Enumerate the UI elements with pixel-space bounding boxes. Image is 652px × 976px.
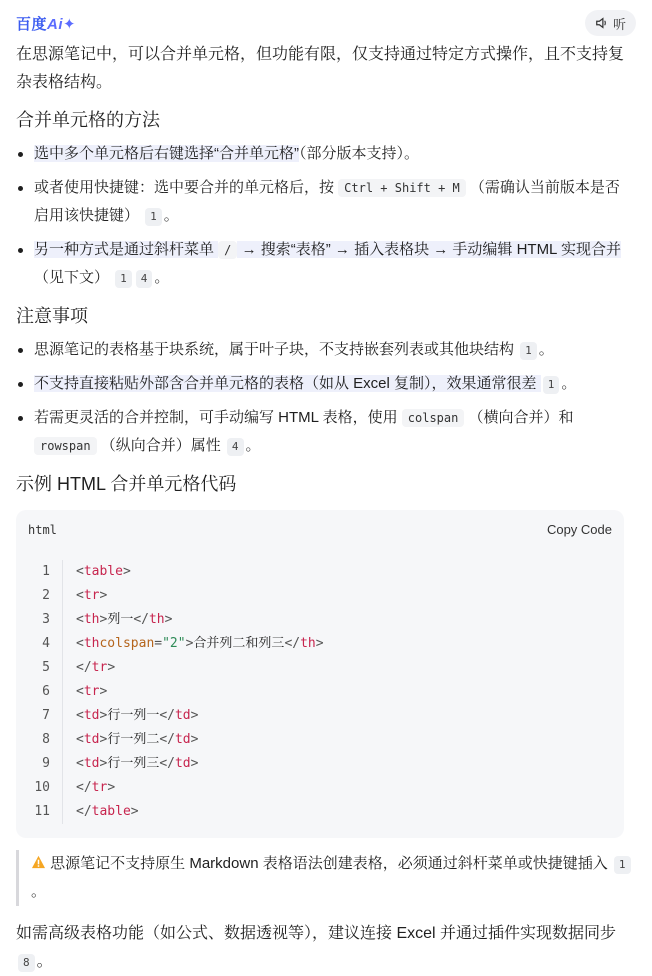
code-line: 7 < td > 行一列一 </ td > bbox=[16, 704, 624, 728]
listen-button[interactable]: 听 bbox=[585, 10, 636, 36]
top-bar bbox=[16, 0, 628, 44]
code-block bbox=[16, 510, 624, 838]
citation-badge[interactable]: 8 bbox=[18, 954, 35, 972]
code-line: 9 < td > 行一列三 </ td > bbox=[16, 752, 624, 776]
code-line: 10 </ tr > bbox=[16, 776, 624, 800]
code-line: 1 < table > bbox=[16, 560, 624, 584]
speaker-icon bbox=[595, 16, 609, 30]
warning-callout: 思源笔记不支持原生 Markdown 表格语法创建表格，必须通过斜杆菜单或快捷键插入 1。 bbox=[16, 850, 636, 906]
warning-icon bbox=[31, 855, 46, 869]
citation-badge[interactable]: 1 bbox=[614, 856, 631, 874]
outro-paragraph: 如需高级表格功能（如公式、数据透视等），建议连接 Excel 并通过插件实现数据同步 8 。 bbox=[16, 925, 617, 970]
notes-list bbox=[16, 336, 628, 466]
intro-paragraph: 在思源笔记中，可以合并单元格，但功能有限，仅支持通过特定方式操作，且不支持复杂表格结构。 bbox=[16, 46, 625, 91]
code-language: html bbox=[28, 523, 57, 537]
colspan-code: colspan bbox=[402, 409, 465, 427]
code-line: 4 < th colspan = "2" > 合并列二和列三 </ th > bbox=[16, 632, 624, 656]
citation-badge[interactable]: 4 bbox=[136, 270, 153, 288]
list-item: 另一种方式是通过斜杆菜单 / → 搜索“表格” → 插入表格块 → 手动编辑 HTML 实现合并（见下文） 1 4 。 bbox=[16, 236, 628, 292]
methods-heading: 合并单元格的方法 bbox=[16, 110, 160, 130]
code-line: 2 < tr > bbox=[16, 584, 624, 608]
baidu-ai-logo: 百度Ai✦ bbox=[16, 16, 77, 33]
methods-list bbox=[16, 140, 628, 298]
citation-badge[interactable]: 1 bbox=[543, 376, 560, 394]
citation-badge[interactable]: 1 bbox=[145, 208, 162, 226]
code-line: 8 < td > 行一列二 </ td > bbox=[16, 728, 624, 752]
citation-badge[interactable]: 4 bbox=[227, 438, 244, 456]
code-line: 6 < tr > bbox=[16, 680, 624, 704]
list-item: 思源笔记的表格基于块系统，属于叶子块，不支持嵌套列表或其他块结构 1 。 bbox=[16, 336, 628, 364]
citation-badge[interactable]: 1 bbox=[115, 270, 132, 288]
example-heading: 示例 HTML 合并单元格代码 bbox=[16, 474, 237, 494]
citation-badge[interactable]: 1 bbox=[520, 342, 537, 360]
code-header bbox=[16, 510, 624, 550]
list-item: 若需更灵活的合并控制，可手动编写 HTML 表格，使用 colspan （横向合并）和 rowspan （纵向合并）属性 4 。 bbox=[16, 404, 628, 460]
code-line: 11 </ table > bbox=[16, 800, 624, 824]
code-line: 3 < th > 列一 </ th > bbox=[16, 608, 624, 632]
shortcut-code: Ctrl + Shift + M bbox=[338, 179, 466, 197]
rowspan-code: rowspan bbox=[34, 437, 97, 455]
copy-code-button[interactable]: Copy Code bbox=[546, 522, 612, 537]
list-item: 或者使用快捷键：选中要合并的单元格后，按 Ctrl + Shift + M （需确认当前版本是否启用该快捷键） 1 。 bbox=[16, 174, 628, 230]
code-line: 5 </ tr > bbox=[16, 656, 624, 680]
code-body bbox=[16, 560, 624, 824]
slash-code: / bbox=[218, 241, 237, 259]
list-item: 选中多个单元格后右键选择“合并单元格”（部分版本支持）。 bbox=[16, 140, 628, 168]
notes-heading: 注意事项 bbox=[16, 306, 88, 326]
list-item: 不支持直接粘贴外部含合并单元格的表格（如从 Excel 复制），效果通常很差 1 。 bbox=[16, 370, 628, 398]
